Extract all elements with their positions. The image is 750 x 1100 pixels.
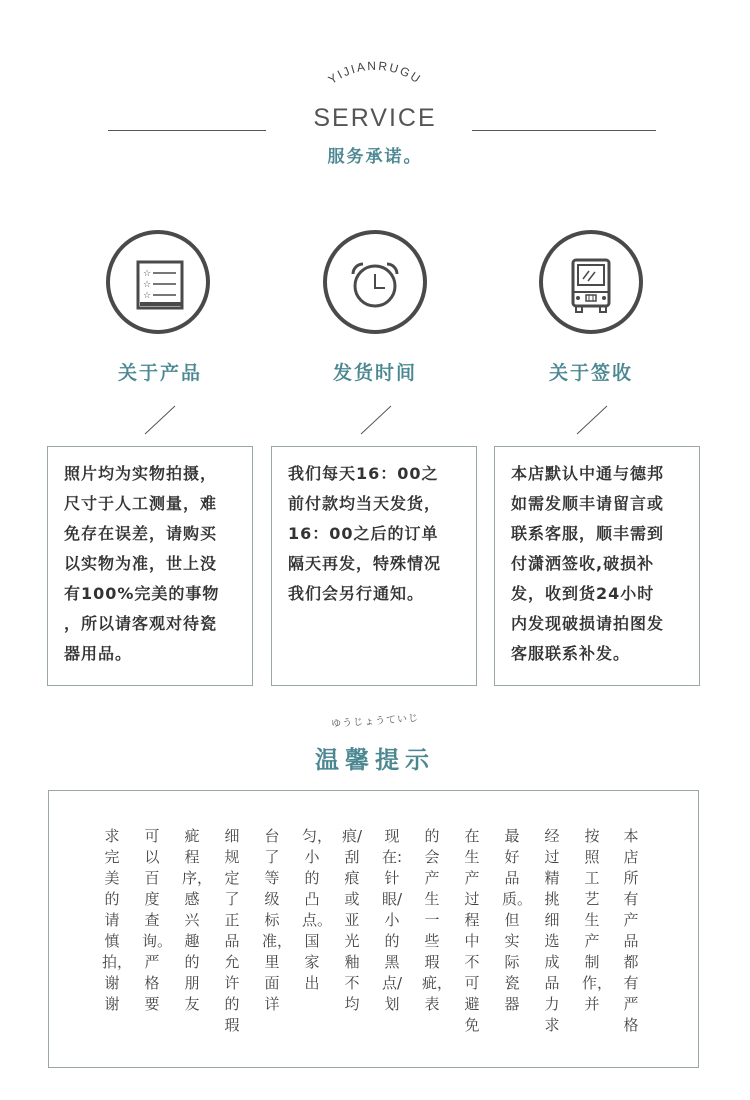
tips-column: 可以百度查询。严格要: [142, 827, 173, 1013]
text-line: 如需发顺丰请留言或: [511, 494, 665, 513]
tips-column: 最好品质。但实际瓷器: [502, 827, 533, 1013]
text-line: 免存在误差，请购买: [64, 524, 218, 543]
text-line: 照片均为实物拍摄，: [64, 464, 218, 483]
tips-column: 按照工艺生产制作，并: [582, 827, 613, 1013]
text-line: 以实物为准，世上没: [64, 554, 218, 573]
text-line: 联系客服，顺丰需到: [511, 524, 665, 543]
product-info-box: [47, 446, 253, 686]
slash-divider: [575, 404, 609, 436]
text-line: 内发现破损请拍图发: [511, 614, 665, 633]
tips-column: 痕/刮痕或亚光釉不均: [342, 827, 363, 1013]
column-title-product: 关于产品: [117, 362, 202, 384]
text-line: 器用品。: [64, 644, 133, 663]
text-line: 客服联系补发。: [511, 644, 631, 663]
service-subtitle: 服务承诺。: [327, 147, 423, 167]
tips-column: 本店所有产品都有严格: [623, 827, 639, 1034]
column-title-receipt: 关于签收: [548, 362, 633, 384]
slash-divider: [143, 404, 177, 436]
svg-text:☆: ☆: [143, 291, 152, 301]
tips-kana: ゆうじょうていじ: [330, 712, 420, 731]
text-line: 发，收到货24小时: [511, 584, 655, 603]
checklist-icon: [106, 230, 210, 334]
text-line: 16：00之后的订单: [288, 524, 439, 543]
svg-text:YIJIANRUGU: YIJIANRUGU: [325, 58, 425, 87]
alarm-clock-icon: [323, 230, 427, 334]
service-title: SERVICE: [313, 104, 437, 132]
text-line: 付潇洒签收,破损补: [511, 554, 655, 573]
tips-column: 台了等级标准，里面详: [262, 827, 293, 1013]
text-line: 有100%完美的事物: [64, 584, 220, 603]
tips-column: 经过精挑细选成品力求: [544, 827, 560, 1034]
tips-column: 疵程序，感兴趣的朋友: [182, 827, 213, 1013]
text-line: 尺寸于人工测量，难: [64, 494, 218, 513]
text-line: 我们会另行通知。: [288, 584, 425, 603]
column-title-shipping: 发货时间: [332, 362, 417, 384]
truck-icon: [539, 230, 643, 334]
tips-column: 的会产生一些瑕疵，表: [422, 827, 453, 1013]
tips-column: 在生产过程中不可避免: [464, 827, 480, 1034]
text-line: 前付款均当天发货，: [288, 494, 442, 513]
receipt-info-box: [494, 446, 700, 686]
svg-text:☆: ☆: [143, 269, 152, 279]
text-line: 我们每天16：00之: [288, 464, 439, 483]
tips-column: 匀，小的凸点。国家出: [302, 827, 333, 992]
svg-text:☆: ☆: [143, 280, 152, 290]
tips-column: 求完美的请慎拍，谢谢: [102, 827, 133, 1013]
text-line: 本店默认中通与德邦: [511, 464, 665, 483]
tips-title: 温馨提示: [315, 746, 435, 774]
text-line: ，所以请客观对待瓷: [64, 614, 218, 633]
text-line: 隔天再发，特殊情况: [288, 554, 442, 573]
tips-column: 细规定了正品允许的瑕: [224, 827, 240, 1034]
slash-divider: [359, 404, 393, 436]
tips-column: 现在:针眼/小的黑点/划: [382, 827, 403, 1013]
shipping-info-box: [271, 446, 477, 686]
